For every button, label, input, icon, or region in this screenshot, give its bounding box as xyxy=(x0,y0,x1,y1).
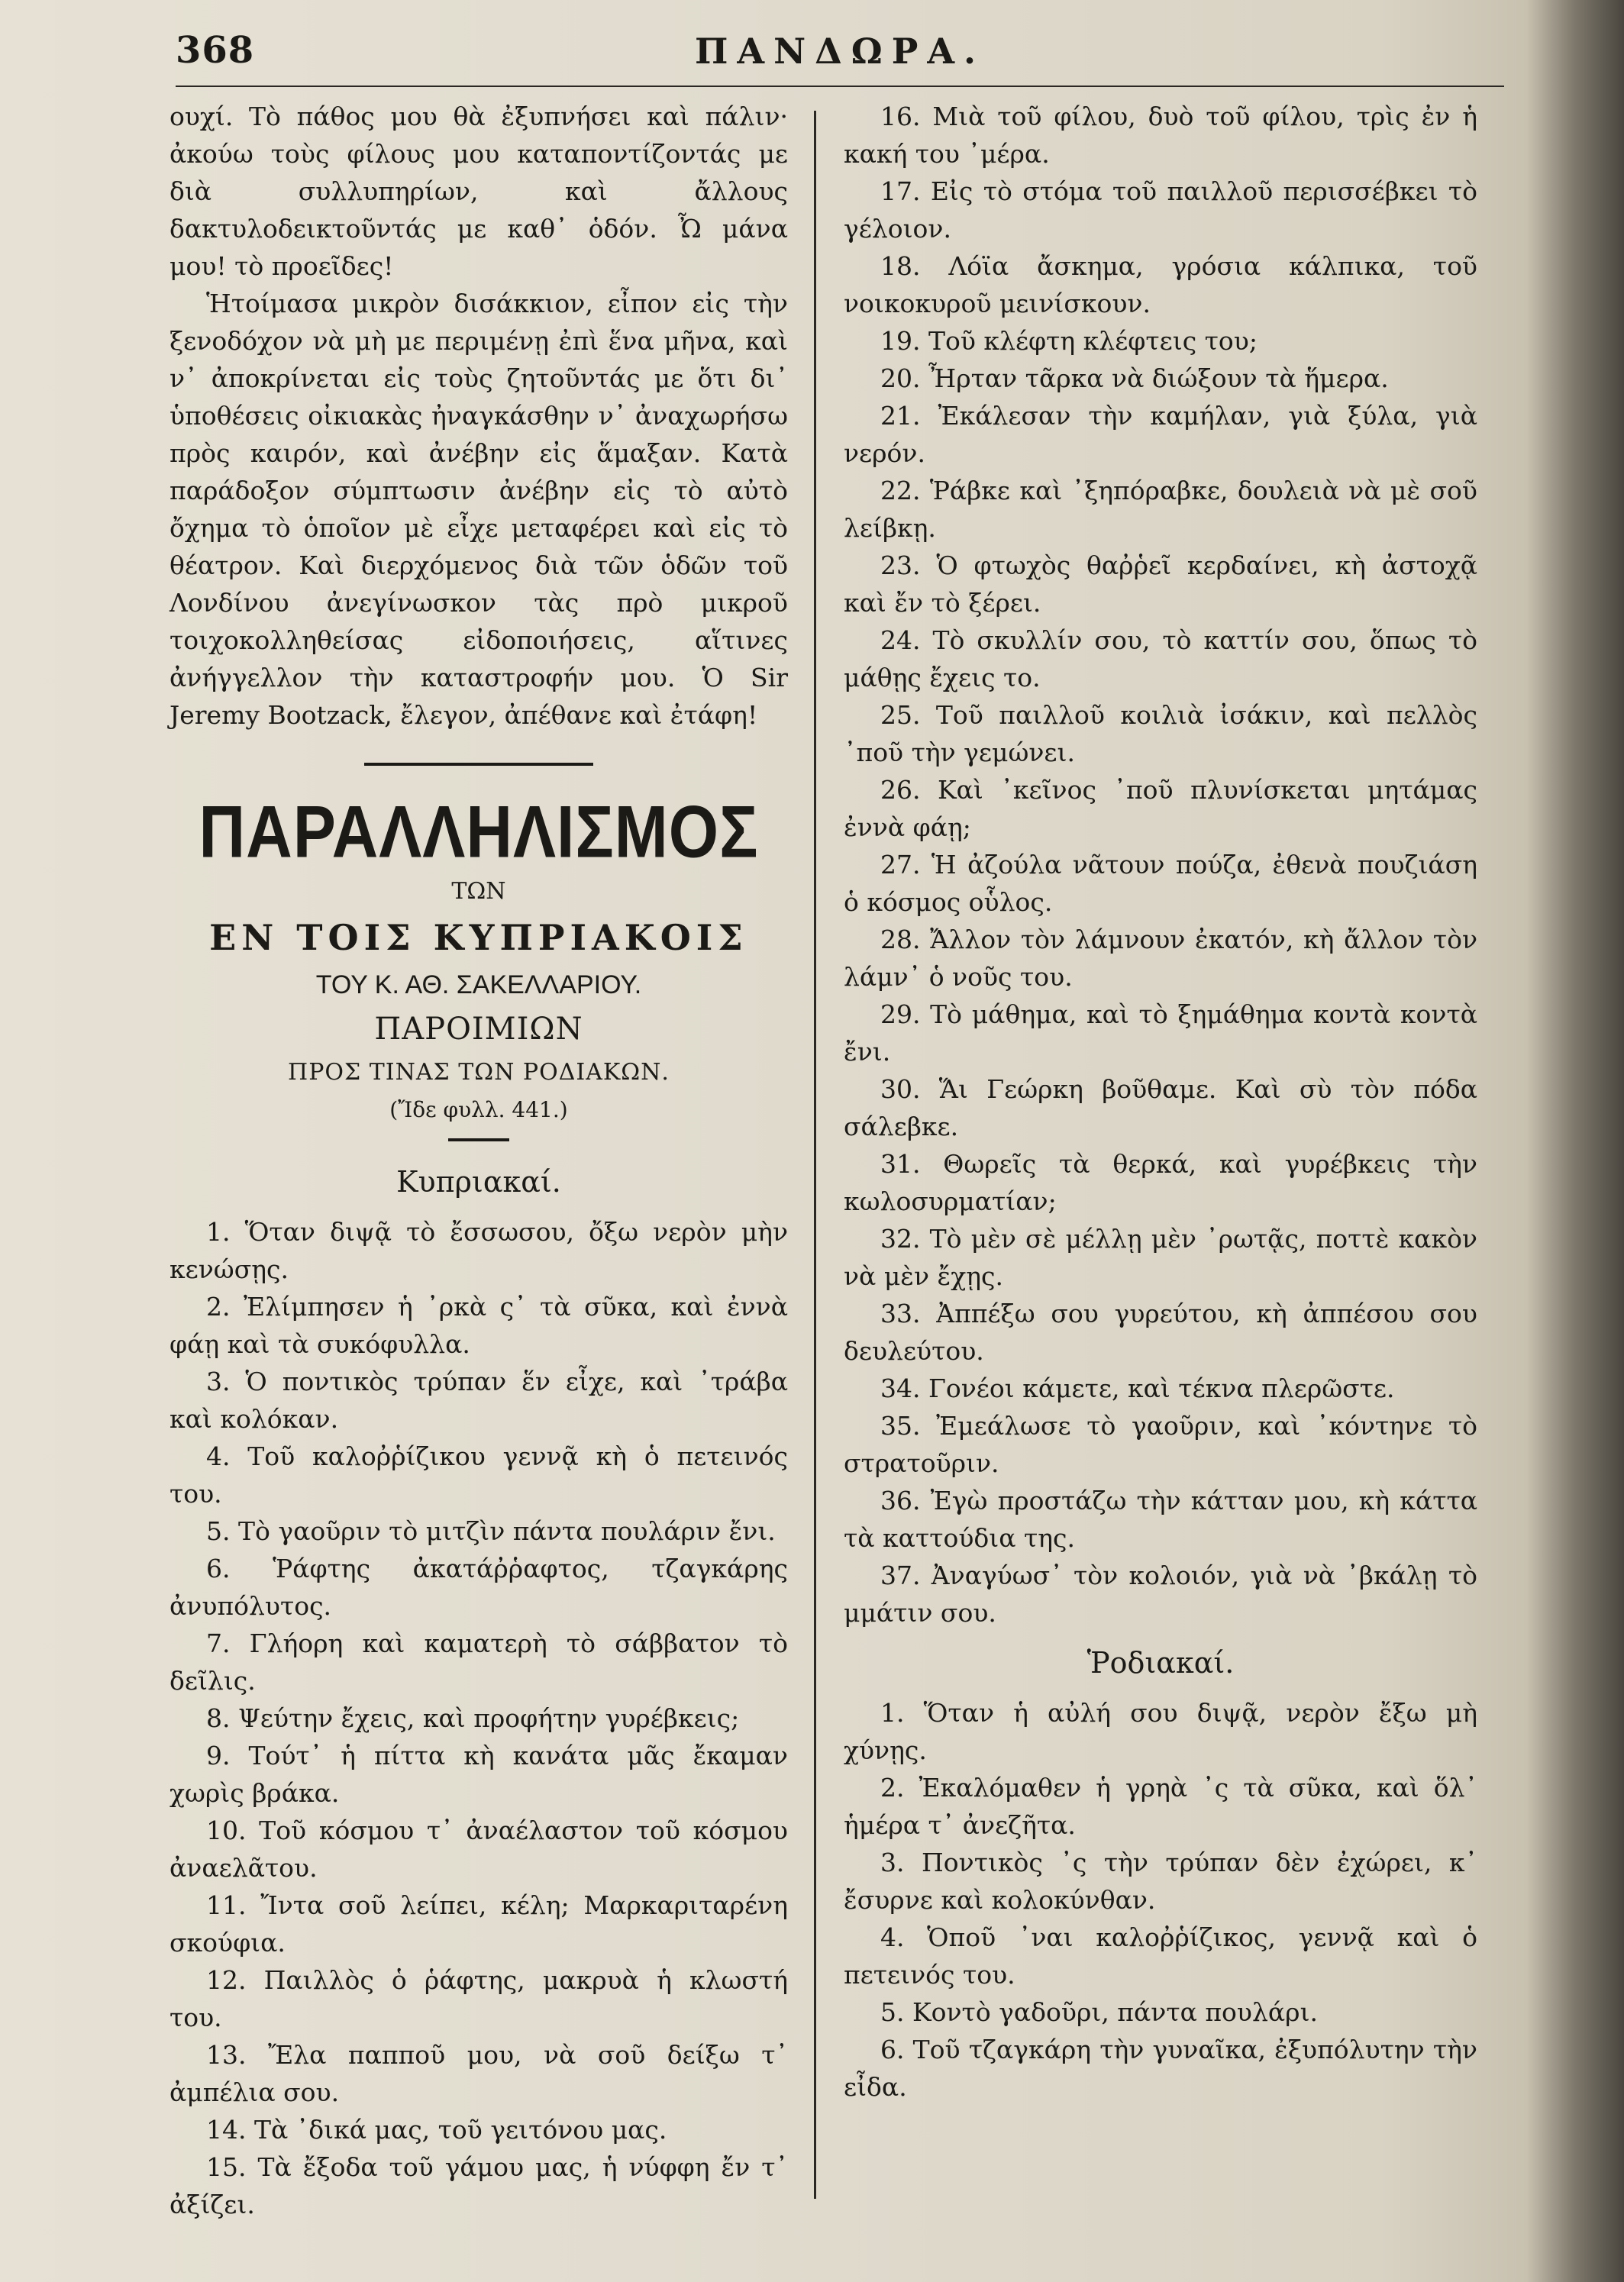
running-title: ΠΑΝΔΩΡΑ. xyxy=(694,31,986,72)
proverb-item: 3. Ποντικὸς ᾿ς τὴν τρύπαν δὲν ἐχώρει, κ᾿ ἔσυρνε καὶ κολοκύνθαν. xyxy=(844,1848,1477,1915)
right-column xyxy=(844,98,1477,2106)
proverb-item: 1. Ὅταν ἡ αὐλή σου διψᾷ, νερὸν ἔξω μὴ χύνῃς. xyxy=(844,1698,1477,1765)
proverb-item: 16. Μιὰ τοῦ φίλου, δυὸ τοῦ φίλου, τρὶς ἐν ἡ κακή του ᾿μέρα. xyxy=(844,102,1477,169)
proverb-item: 33. Ἀππέξω σου γυρεύτου, κὴ ἀππέσου σου δευλεύτου. xyxy=(844,1299,1477,1366)
article-author: ΤΟΥ Κ. ΑΘ. ΣΑΚΕΛΛΑΡΙΟΥ. xyxy=(315,970,642,999)
proverb-item: 12. Παιλλὸς ὁ ῥάφτης, μακρυὰ ἡ κλωστή του. xyxy=(170,1965,788,2032)
proverb-item: 6. Τοῦ τζαγκάρη τὴν γυναῖκα, ἐξυπόλυτην τὴν εἶδα. xyxy=(844,2035,1477,2102)
article-title: ΠΑΡΑΛΛΗΛΙΣΜΟΣ xyxy=(199,789,759,873)
proverb-item: 4. Τοῦ καλοῤῥίζικου γεννᾷ κὴ ὁ πετεινός του. xyxy=(170,1441,788,1509)
article-subtitle-towards: ΠΡΟΣ ΤΙΝΑΣ ΤΩΝ ΡΟΔΙΑΚΩΝ. xyxy=(288,1059,670,1086)
proverb-item: 20. Ἦρταν τᾶρκα νὰ διώξουν τὰ ἥμερα. xyxy=(880,363,1389,393)
section-divider xyxy=(364,763,593,766)
proverb-item: 31. Θωρεῖς τὰ θερκά, καὶ γυρέβκεις τὴν κωλοσυρματίαν; xyxy=(844,1149,1477,1216)
proverb-item: 5. Κοντὸ γαδοῦρι, πάντα πουλάρι. xyxy=(880,1997,1319,2027)
rhodian-heading: Ῥοδιακαί. xyxy=(1086,1646,1235,1680)
proverb-item: 2. Ἐλίμπησεν ἡ ᾿ρκὰ ς᾿ τὰ σῦκα, καὶ ἐννὰ φάῃ καὶ τὰ συκόφυλλα. xyxy=(170,1292,788,1359)
proverb-item: 13. Ἔλα παπποῦ μου, νὰ σοῦ δείξω τ᾿ ἀμπέλια σου. xyxy=(170,2040,788,2107)
intro-paragraph: Ἡτοίμασα μικρὸν δισάκκιον, εἶπον εἰς τὴν ξενοδόχον νὰ μὴ με περιμένῃ ἐπὶ ἕνα μῆνα, καὶ ν᾿ ἀποκρίνεται εἰς τοὺς ζητοῦντάς με ὅτι δι᾿ ὑποθέσεις οἰκιακὰς ἠναγκάσθην ν᾿ ἀναχωρήσω πρὸς καιρόν, καὶ ἀνέβην εἰς ἅμαξαν. Κατὰ παράδοξον σύμπτωσιν ἀνέβην εἰς τὸ αὐτὸ ὄχημα τὸ ὁποῖον μὲ εἶχε μεταφέρει καὶ εἰς τὸ θέατρον. Καὶ διερχόμενος διὰ τῶν ὁδῶν τοῦ Λονδίνου ἀνεγίνωσκον τὰς πρὸ μικροῦ τοιχοκολληθείσας εἰδοποιήσεις, αἵτινες ἀνήγγελλον τὴν καταστροφήν μου. Ὁ Sir Jeremy Bootzack, ἔλεγον, ἀπέθανε καὶ ἐτάφη! xyxy=(170,289,788,730)
proverb-item: 14. Τὰ ᾿δικά μας, τοῦ γειτόνου μας. xyxy=(206,2115,667,2145)
proverb-item: 5. Τὸ γαοῦριν τὸ μιτζὶν πάντα πουλάριν ἔνι. xyxy=(206,1516,776,1546)
proverb-item: 18. Λόϊα ἄσκημα, γρόσια κάλπικα, τοῦ νοικοκυροῦ μεινίσκουν. xyxy=(844,251,1477,318)
intro-paragraph: ουχί. Τὸ πάθος μου θὰ ἐξυπνήσει καὶ πάλιν· ἀκούω τοὺς φίλους μου καταποντίζοντάς με διὰ συλλυπηρίων, καὶ ἄλλους δακτυλοδεικτοῦντάς με καθ᾿ ὁδόν. Ὦ μάνα μου! τὸ προεῖδες! xyxy=(170,102,788,281)
cypriot-heading: Κυπριακαί. xyxy=(396,1165,561,1199)
proverb-item: 23. Ὁ φτωχὸς θαῤῥεῖ κερδαίνει, κὴ ἀστοχᾷ καὶ ἔν τὸ ξέρει. xyxy=(844,550,1477,618)
proverb-item: 8. Ψεύτην ἔχεις, καὶ προφήτην γυρέβκεις; xyxy=(206,1703,740,1733)
proverb-item: 11. Ἴντα σοῦ λείπει, κέλη; Μαρκαριταρένη σκούφια. xyxy=(170,1890,788,1958)
proverb-item: 21. Ἐκάλεσαν τὴν καμήλαν, γιὰ ξύλα, γιὰ νερόν. xyxy=(844,401,1477,468)
header-rule xyxy=(176,86,1504,87)
proverb-item: 7. Γλήορη καὶ καματερὴ τὸ σάββατον τὸ δεῖλις. xyxy=(170,1628,788,1696)
proverb-item: 26. Καὶ ᾿κεῖνος ᾿ποῦ πλυνίσκεται μητάμας ἐννὰ φάῃ; xyxy=(844,775,1477,842)
proverb-item: 22. Ῥάβκε καὶ ᾿ξηπόραβκε, δουλειὰ νὰ μὲ σοῦ λείβκῃ. xyxy=(844,476,1477,543)
proverb-item: 32. Τὸ μὲν σὲ μέλλῃ μὲν ᾿ρωτᾷς, ποττὲ κακὸν νὰ μὲν ἔχῃς. xyxy=(844,1224,1477,1291)
proverb-item: 2. Ἐκαλόμαθεν ἡ γρηὰ ᾿ς τὰ σῦκα, καὶ ὅλ᾿ ἡμέρα τ᾿ ἀνεζῆτα. xyxy=(844,1773,1477,1840)
cross-reference: (Ἴδε φυλλ. 441.) xyxy=(389,1097,568,1122)
article-subtitle-location: ΕΝ ΤΟΙΣ ΚΥΠΡΙΑΚΟΙΣ xyxy=(209,917,748,958)
column-divider xyxy=(814,111,816,2199)
proverb-item: 17. Εἰς τὸ στόμα τοῦ παιλλοῦ περισσέβκει τὸ γέλοιον. xyxy=(844,176,1477,244)
proverb-item: 10. Τοῦ κόσμου τ᾿ ἀναέλαστον τοῦ κόσμου ἀναελᾶτου. xyxy=(170,1816,788,1883)
proverb-item: 6. Ῥάφτης ἀκατάῤῥαφτος, τζαγκάρης ἀνυπόλυτος. xyxy=(170,1554,788,1621)
proverb-item: 30. Ἅι Γεώρκη βοῦθαμε. Καὶ σὺ τὸν πόδα σάλεβκε. xyxy=(844,1074,1477,1141)
proverb-item: 35. Ἐμεάλωσε τὸ γαοῦριν, καὶ ᾿κόντηνε τὸ στρατοῦριν. xyxy=(844,1411,1477,1478)
proverb-item: 3. Ὁ ποντικὸς τρύπαν ἕν εἶχε, καὶ ᾿τράβα καὶ κολόκαν. xyxy=(170,1367,788,1434)
proverb-item: 15. Τὰ ἔξοδα τοῦ γάμου μας, ἡ νύφφη ἔν τ᾿ ἀξίζει. xyxy=(170,2152,788,2219)
proverb-item: 28. Ἄλλον τὸν λάμνουν ἐκατόν, κὴ ἄλλον τὸν λάμν᾿ ὁ νοῦς του. xyxy=(844,925,1477,992)
left-column xyxy=(170,98,788,2223)
proverb-item: 34. Γονέοι κάμετε, καὶ τέκνα πλερῶστε. xyxy=(880,1373,1395,1403)
proverb-item: 37. Ἀναγύωσ᾿ τὸν κολοιόν, γιὰ νὰ ᾿βκάλῃ τὸ μμάτιν σου. xyxy=(844,1561,1477,1628)
proverb-item: 25. Τοῦ παιλλοῦ κοιλιὰ ἰσάκιν, καὶ πελλὸς ᾿ποῦ τὴν γεμώνει. xyxy=(844,700,1477,767)
proverb-item: 29. Τὸ μάθημα, καὶ τὸ ξημάθημα κοντὰ κοντὰ ἔνι. xyxy=(844,999,1477,1067)
proverb-item: 19. Τοῦ κλέφτη κλέφτεις του; xyxy=(880,326,1258,356)
proverb-item: 24. Τὸ σκυλλίν σου, τὸ καττίν σου, ὅπως τὸ μάθῃς ἔχεις το. xyxy=(844,625,1477,692)
proverb-item: 1. Ὅταν διψᾷ τὸ ἔσσωσου, ὄξω νερὸν μὴν κενώσῃς. xyxy=(170,1217,788,1284)
page-header xyxy=(176,29,1504,82)
proverb-item: 27. Ἡ ἀζούλα νᾶτουν πούζα, ἐθενὰ πουζιάση ὁ κόσμος οὗλος. xyxy=(844,850,1477,917)
page-number: 368 xyxy=(176,29,255,72)
article-subtitle-proverbs: ΠΑΡΟΙΜΙΩΝ xyxy=(374,1012,583,1047)
ornament-rule xyxy=(448,1138,509,1141)
proverb-item: 36. Ἐγὼ προστάζω τὴν κάτταν μου, κὴ κάττα τὰ καττούδια της. xyxy=(844,1486,1477,1553)
article-subtitle-ton: ΤΩΝ xyxy=(451,878,506,905)
proverb-item: 9. Τούτ᾿ ἡ πίττα κὴ κανάτα μᾶς ἔκαμαν χωρὶς βράκα. xyxy=(170,1741,788,1808)
proverb-item: 4. Ὁποῦ ᾿ναι καλοῤῥίζικος, γεννᾷ καὶ ὁ πετεινός του. xyxy=(844,1922,1477,1990)
